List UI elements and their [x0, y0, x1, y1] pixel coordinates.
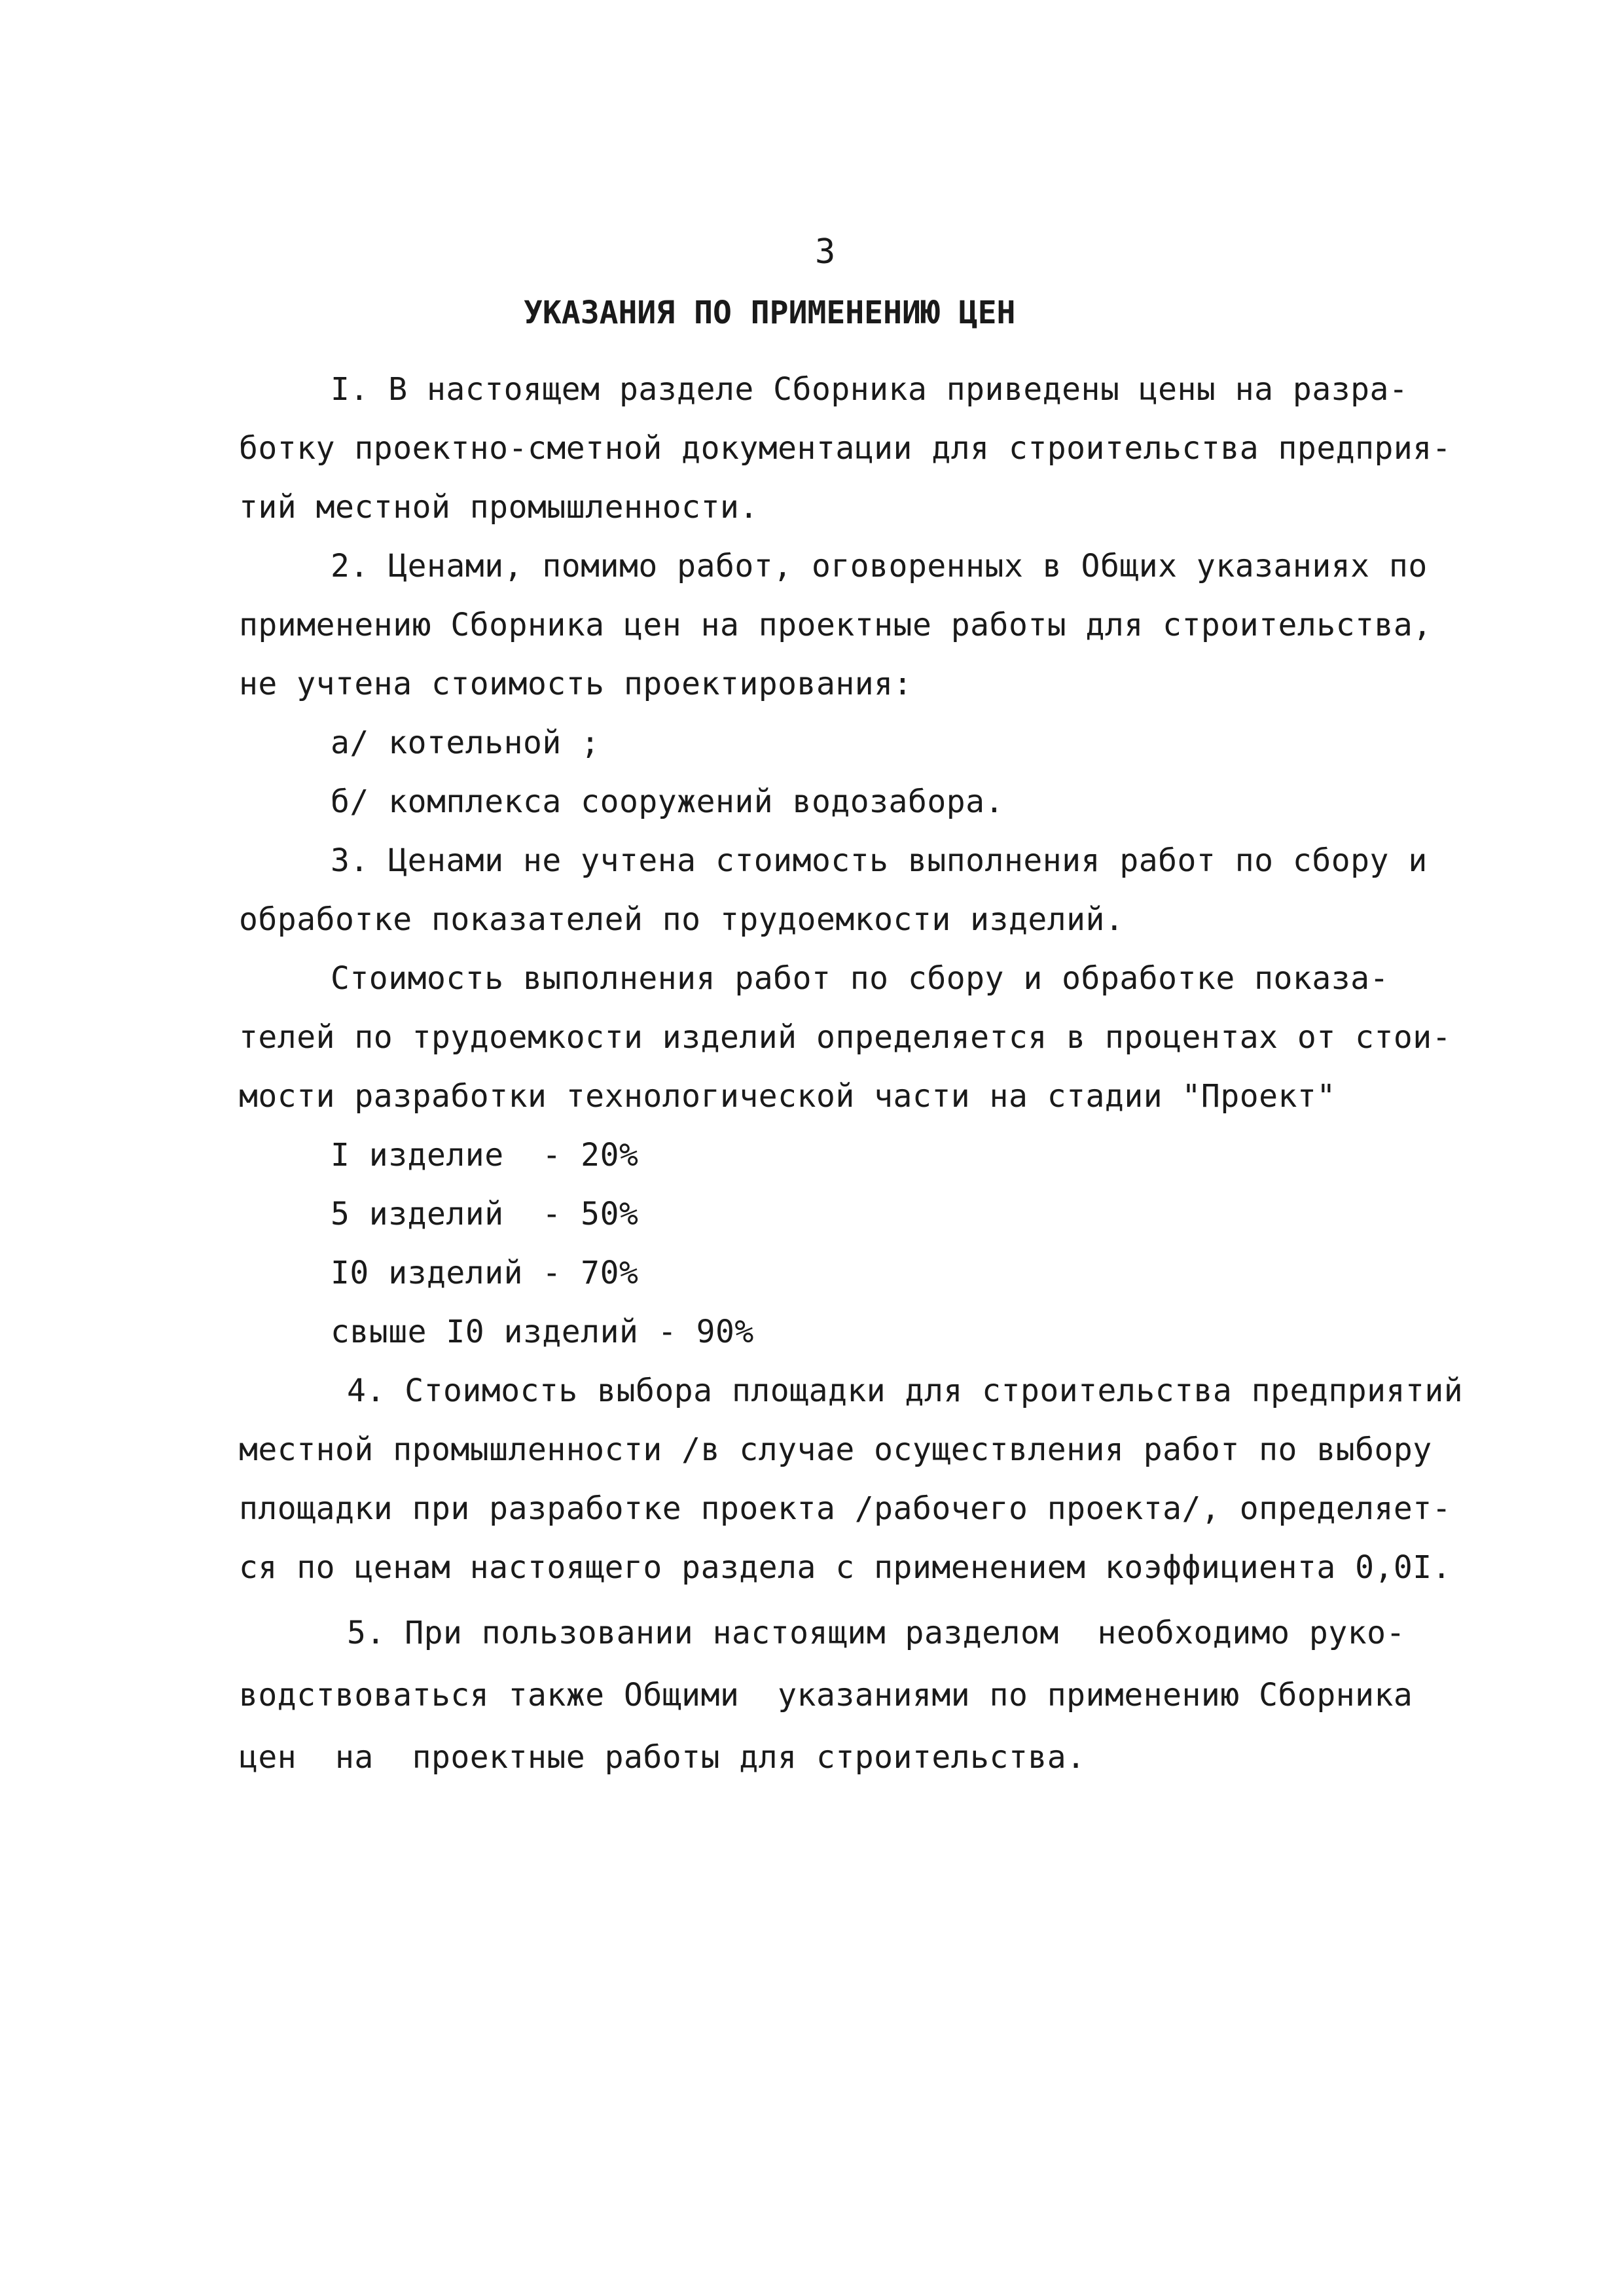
p4-line-2: местной промышленности /в случае осуществления работ по выбору [239, 1431, 1432, 1468]
p3-line-2: обработке показателей по трудоемкости изделий. [239, 901, 1125, 938]
p4-line-1: 4. Стоимость выбора площадки для строительства предприятий [347, 1372, 1464, 1409]
section-heading: УКАЗАНИЯ ПО ПРИМЕНЕНИЮ ЦЕН [524, 295, 1016, 331]
p1-line-2: ботку проектно-сметной документации для строительства предприя- [239, 430, 1452, 467]
p3b-line-2: телей по трудоемкости изделий определяется в процентах от стои- [239, 1019, 1452, 1056]
p3b-line-3: мости разработки технологической части на стадии "Проект" [239, 1078, 1336, 1115]
rate-item: I0 изделий - 70% [331, 1255, 639, 1291]
p1-line-3: тий местной промышленности. [239, 489, 759, 526]
list-item-a: а/ котельной ; [331, 725, 600, 761]
p4-line-3: площадки при разработке проекта /рабочего проекта/, определяет- [239, 1490, 1452, 1527]
rate-item: свыше I0 изделий - 90% [331, 1314, 754, 1350]
p3b-line-1: Стоимость выполнения работ по сбору и обработке показа- [331, 960, 1389, 997]
rate-item: I изделие - 20% [331, 1137, 639, 1174]
page-number: 3 [815, 232, 836, 272]
p5-line-2: водствоваться также Общими указаниями по применению Сборника [239, 1677, 1413, 1713]
p2-line-3: не учтена стоимость проектирования: [239, 666, 912, 702]
p3-line-1: 3. Ценами не учтена стоимость выполнения работ по сбору и [331, 842, 1428, 879]
list-item-b: б/ комплекса сооружений водозабора. [331, 783, 1004, 820]
p4-line-4: ся по ценам настоящего раздела с применением коэффициента 0,0I. [239, 1549, 1452, 1586]
p5-line-3: цен на проектные работы для строительства. [239, 1739, 1086, 1776]
p2-line-2: применению Сборника цен на проектные работы для строительства, [239, 607, 1432, 643]
p5-line-1: 5. При пользовании настоящим разделом необходимо руко- [347, 1615, 1405, 1651]
p2-line-1: 2. Ценами, помимо работ, оговоренных в Общих указаниях по [331, 548, 1428, 584]
rate-item: 5 изделий - 50% [331, 1196, 639, 1232]
p1-line-1: I. В настоящем разделе Сборника приведены цены на разра- [331, 371, 1409, 408]
